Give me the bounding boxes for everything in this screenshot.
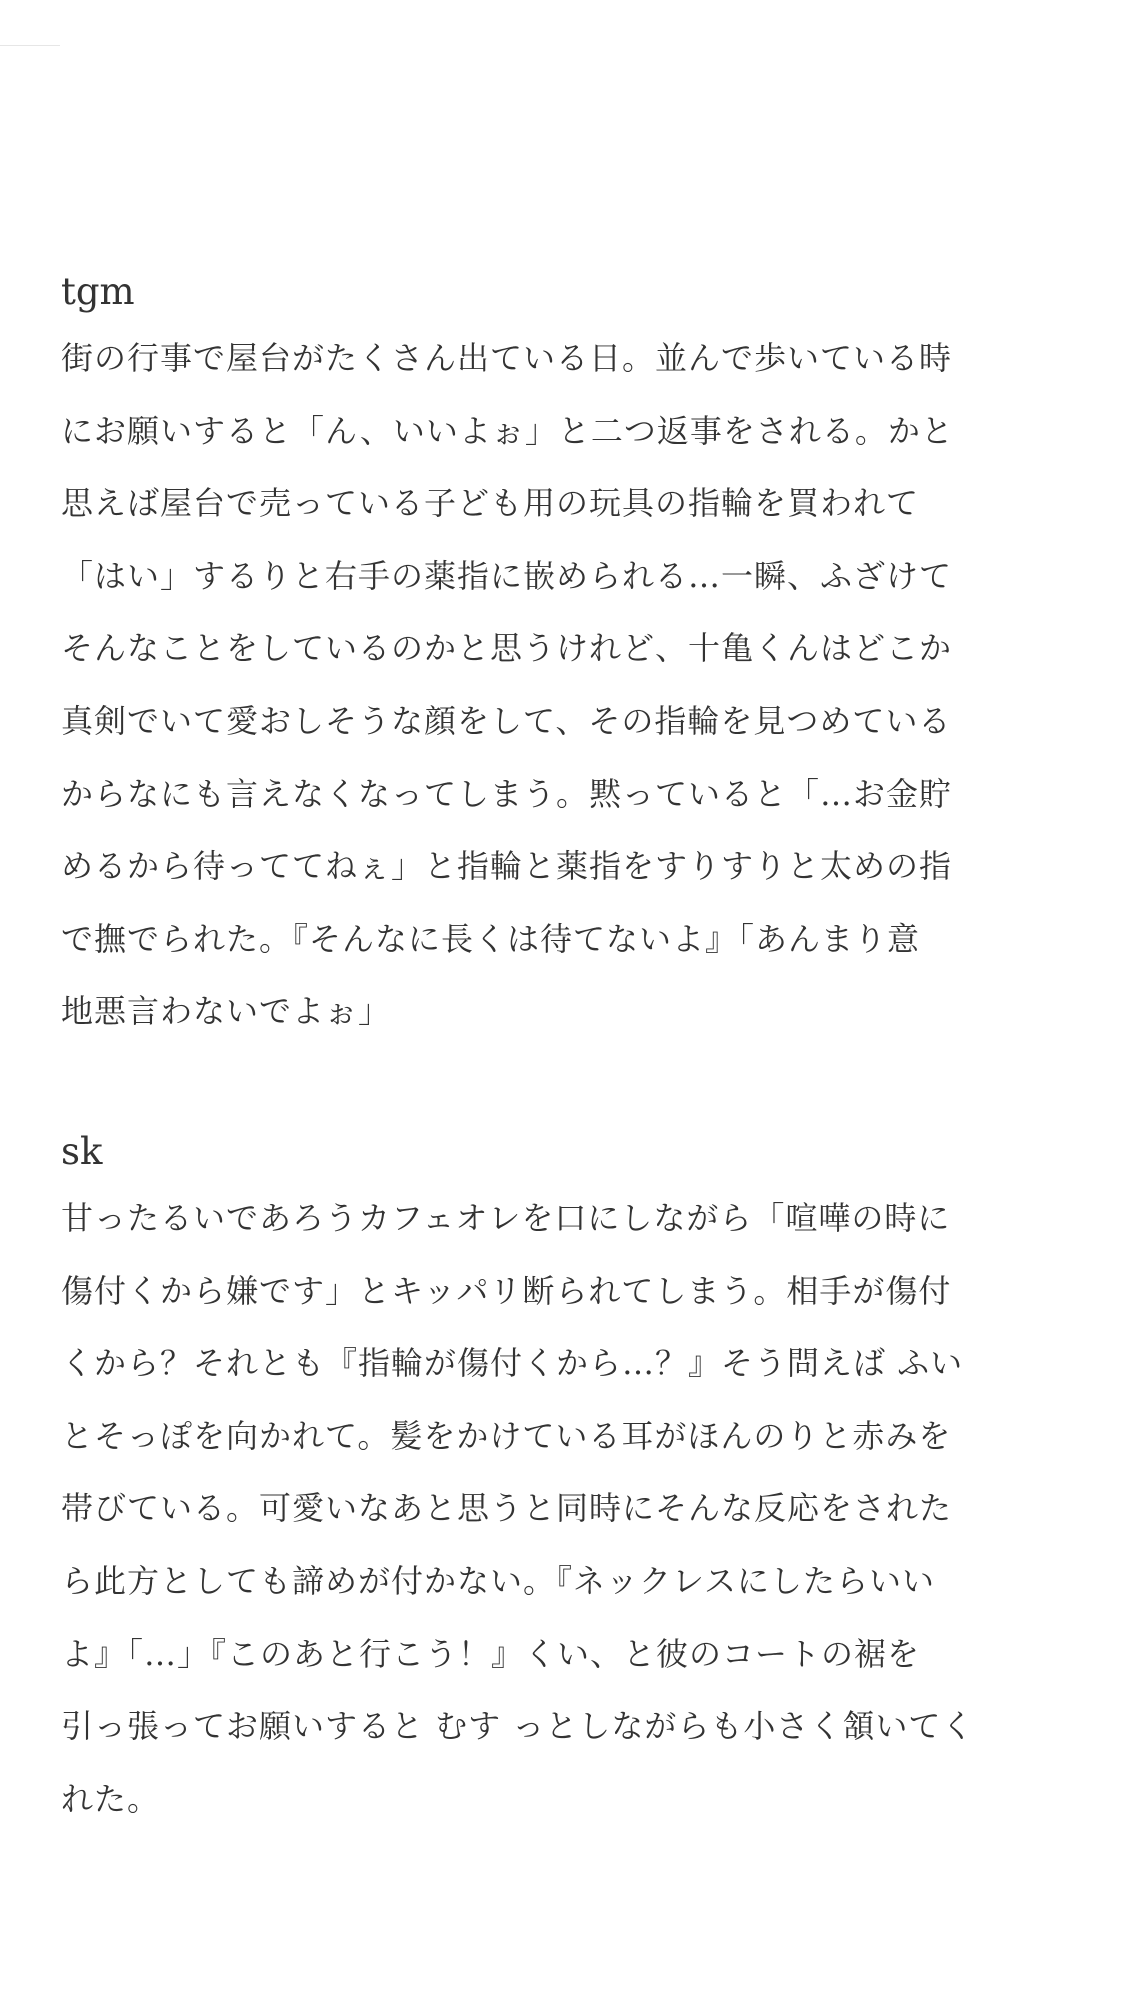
section-text xyxy=(61,1182,1061,1835)
text-line: とそっぽを向かれて。髪をかけている耳がほんのりと赤みを xyxy=(61,1416,952,1455)
text-line: 傷付くから嫌です」とキッパリ断られてしまう。相手が傷付 xyxy=(61,1271,952,1310)
text-line: れた。 xyxy=(61,1779,161,1818)
text-line: よ』「…」『このあと行こう！』くい、と彼のコートの裾を xyxy=(61,1634,921,1673)
text-line: めるから待っててねぇ」と指輪と薬指をすりすりと太めの指 xyxy=(61,847,953,886)
text-line: 引っ張ってお願いすると むす っとしながらも小さく頷いてく xyxy=(61,1707,975,1746)
text-line: にお願いすると「ん、いいよぉ」と二つ返事をされる。かと xyxy=(61,411,954,450)
text-line: で撫でられた。『そんなに長くは待てないよ』「あんまり意 xyxy=(61,919,921,958)
text-line: 甘ったるいであろうカフェオレを口にしながら「喧嘩の時に xyxy=(61,1198,951,1237)
top-divider xyxy=(0,45,60,46)
section-text xyxy=(61,322,1061,1048)
text-line: くから？それとも『指輪が傷付くから…？』そう問えば ふい xyxy=(61,1344,964,1383)
section-title: sk xyxy=(61,1129,103,1173)
section-tgm xyxy=(61,262,1061,1048)
text-line: 真剣でいて愛おしそうな顔をして、その指輪を見つめている xyxy=(61,701,952,740)
section-sk xyxy=(61,1122,1061,1835)
text-line: 地悪言わないでよぉ」 xyxy=(61,992,392,1031)
document-body xyxy=(61,262,1061,1835)
text-line: 街の行事で屋台がたくさん出ている日。並んで歩いている時 xyxy=(61,339,953,377)
text-line: からなにも言えなくなってしまう。黙っていると「…お金貯 xyxy=(61,774,953,813)
section-title: tgm xyxy=(61,270,135,313)
section-spacer xyxy=(61,1048,1061,1122)
text-line: 思えば屋台で売っている子ども用の玩具の指輪を買われて xyxy=(61,484,920,523)
text-line: 「はい」するりと右手の薬指に嵌められる…一瞬、ふざけて xyxy=(61,556,953,595)
text-line: そんなことをしているのかと思うけれど、十亀くんはどこか xyxy=(61,629,953,668)
text-line: ら此方としても諦めが付かない。『ネックレスにしたらいい xyxy=(61,1561,936,1600)
text-line: 帯びている。可愛いなあと思うと同時にそんな反応をされた xyxy=(61,1489,953,1528)
